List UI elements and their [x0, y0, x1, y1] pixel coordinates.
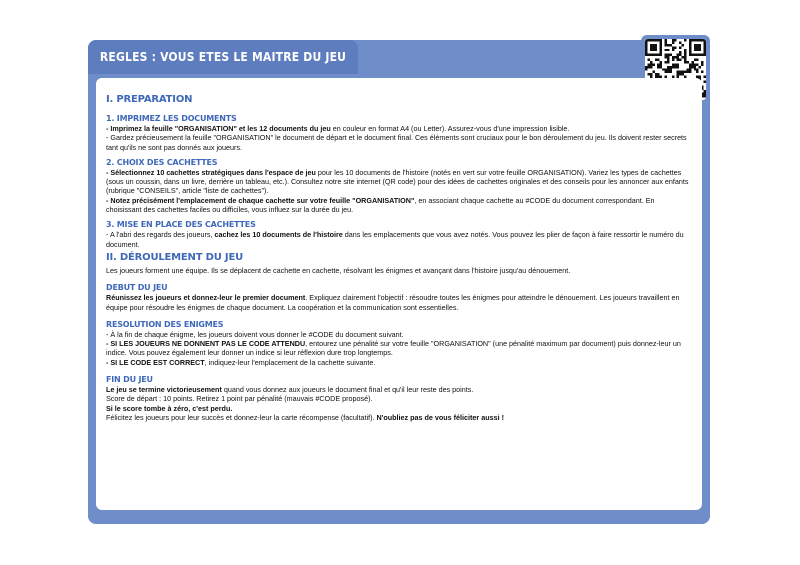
bold-text: - SI LE CODE EST CORRECT: [106, 357, 205, 367]
text: , indiquez-leur l'emplacement de la cachette suivante.: [204, 357, 376, 367]
subheading-fin: FIN DU JEU: [106, 375, 153, 385]
subheading-debut: DEBUT DU JEU: [106, 283, 168, 293]
text: dans les emplacements que vous avez notés. Vous pouvez les plier de façon à faire ressortir le numéro du document.: [106, 230, 684, 249]
bold-text: - Imprimez la feuille "ORGANISATION" et les 12 documents du jeu: [106, 124, 331, 133]
paragraph: [106, 339, 690, 358]
paragraph: Les joueurs forment une équipe. Ils se déplacent de cachette en cachette, résolvant les énigmes et avançant dans l'histoire jusqu'au dénouement.: [106, 265, 571, 275]
section-heading-deroulement: II. DÉROULEMENT DU JEU: [106, 251, 244, 263]
bold-text: - SI LES JOUEURS NE DONNENT PAS LE CODE ATTENDU: [106, 339, 306, 349]
text: quand vous donnez aux joueurs le document final et qu'il leur reste des points.: [221, 385, 474, 395]
subheading-choix: 2. CHOIX DES CACHETTES: [106, 157, 218, 167]
subheading-resolution: RESOLUTION DES ENIGMES: [106, 319, 224, 329]
bold-text: N'oubliez pas de vous féliciter aussi !: [376, 412, 504, 422]
text: . Expliquez clairement l'objectif : résoudre toutes les énigmes pour atteindre le dénouement. Les joueurs travaillent en équipe pour résoudre les énigmes de chaque document. La coopération et la communication sont essentielles.: [106, 293, 680, 312]
paragraph: [106, 293, 690, 312]
subheading-mise-en-place: 3. MISE EN PLACE DES CACHETTES: [106, 220, 256, 230]
text: en couleur en format A4 (ou Letter). Assurez-vous d'une impression lisible.: [330, 124, 570, 133]
text: - A l'abri des regards des joueurs,: [106, 230, 215, 240]
paragraph: [106, 385, 690, 394]
bold-text: Réunissez les joueurs et donnez-leur le premier document: [106, 293, 306, 303]
subheading-imprimez: 1. IMPRIMEZ LES DOCUMENTS: [106, 114, 237, 123]
section-heading-preparation: I. PREPARATION: [106, 94, 193, 105]
paragraph: [106, 358, 690, 367]
paragraph: Score de départ : 10 points. Retirez 1 point par pénalité (mauvais #CODE proposé).: [106, 394, 373, 404]
paragraph: [106, 124, 690, 133]
paragraph: [106, 168, 690, 196]
paragraph: [106, 230, 690, 249]
paragraph: [106, 196, 690, 215]
text: , en associant chaque cachette au #CODE du document correspondant. En choisissant des cachettes faciles ou difficiles, vous influez sur la durée du jeu.: [106, 195, 655, 215]
page-title: REGLES : VOUS ETES LE MAITRE DU JEU: [99, 50, 347, 64]
paragraph: Si le score tombe à zéro, c'est perdu.: [106, 403, 233, 413]
text: pour les 10 documents de l'histoire (notés en vert sur votre feuille ORGANISATION). Variez les types de cachettes (sous un coussin, dans un livre, derrière un tableau, etc.). Consultez notre site internet (QR code) pour des idées de cachettes originales et des conseils pour les annoncer aux enfants (rubrique "CONSEILS", article "liste de cachettes").: [106, 167, 689, 196]
text: Félicitez les joueurs pour leur succès et donnez-leur la carte récompense (facultatif).: [106, 412, 377, 422]
bold-text: cachez les 10 documents de l'histoire: [214, 230, 343, 240]
bold-text: - Sélectionnez 10 cachettes stratégiques dans l'espace de jeu: [106, 167, 316, 177]
paragraph: - Gardez précieusement la feuille "ORGANISATION" le document de départ et le document final. Ces éléments sont cruciaux pour le bon déroulement du jeu. Ils doivent rester secrets tant qu'ils ne sont pas donnés aux joueurs.: [106, 133, 687, 152]
bold-text: - Notez précisément l'emplacement de chaque cachette sur votre feuille "ORGANISATION": [106, 195, 415, 205]
paragraph: - À la fin de chaque énigme, les joueurs doivent vous donner le #CODE du document suivant.: [106, 329, 404, 339]
bold-text: Le jeu se termine victorieusement: [106, 385, 222, 395]
text: , entourez une pénalité sur votre feuille "ORGANISATION" (une pénalité maximum par document) puis donnez-leur un indice. Vous pouvez également leur donner un indice si leur réflexion dure trop longtemps.: [106, 339, 681, 358]
paragraph: [106, 413, 690, 422]
rules-panel: [96, 78, 702, 510]
